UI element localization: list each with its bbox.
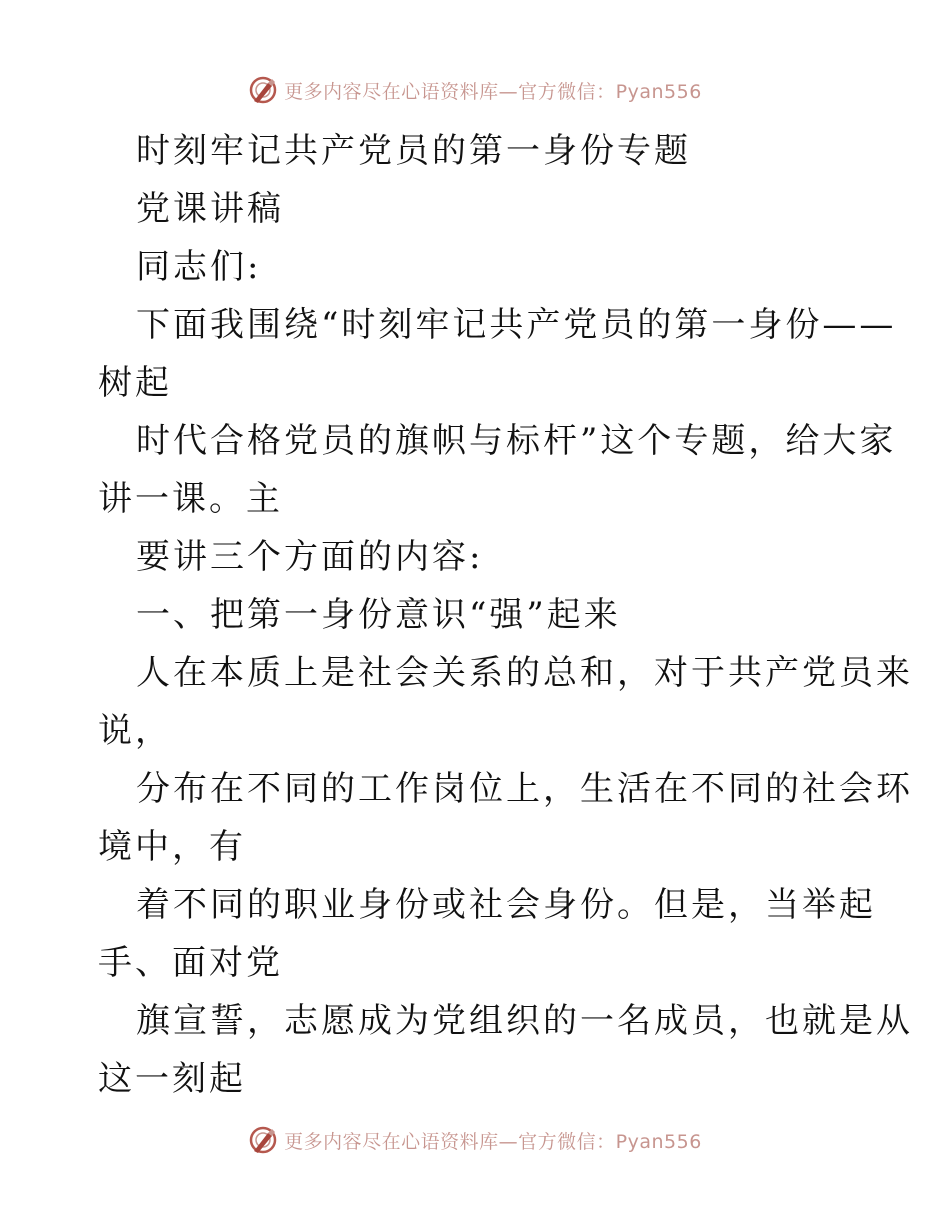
- text-line: 手、面对党: [98, 943, 283, 983]
- text-line: 这一刻起: [98, 1059, 246, 1099]
- text-line: 树起: [98, 363, 172, 403]
- pen-logo-icon: [248, 75, 278, 105]
- watermark-text: 更多内容尽在心语资料库—官方微信：Pyan556: [284, 1130, 702, 1153]
- text-line: 说，: [98, 711, 172, 751]
- text-line: 境中，有: [98, 827, 246, 867]
- text-line: 时代合格党员的旗帜与标杆”这个专题，给大家: [136, 421, 897, 461]
- text-line: 下面我围绕“时刻牢记共产党员的第一身份——: [136, 305, 897, 345]
- pen-logo-icon: [248, 1125, 278, 1155]
- watermark-header: [0, 72, 950, 108]
- text-line: 旗宣誓，志愿成为党组织的一名成员，也就是从: [136, 1001, 913, 1041]
- text-line: 同志们:: [136, 247, 262, 287]
- text-line: 着不同的职业身份或社会身份。但是，当举起: [136, 885, 876, 925]
- text-line: 一、把第一身份意识“强”起来: [136, 595, 621, 635]
- text-line: 时刻牢记共产党员的第一身份专题: [136, 131, 691, 171]
- watermark-text: 更多内容尽在心语资料库—官方微信：Pyan556: [284, 80, 702, 103]
- text-line: 要讲三个方面的内容:: [136, 537, 484, 577]
- text-line: 讲一课。主: [98, 479, 283, 519]
- text-line: 分布在不同的工作岗位上，生活在不同的社会环: [136, 769, 913, 809]
- text-line: 人在本质上是社会关系的总和，对于共产党员来: [136, 653, 913, 693]
- watermark-footer: [0, 1122, 950, 1158]
- document-body: [98, 122, 913, 1108]
- text-line: 党课讲稿: [136, 189, 284, 229]
